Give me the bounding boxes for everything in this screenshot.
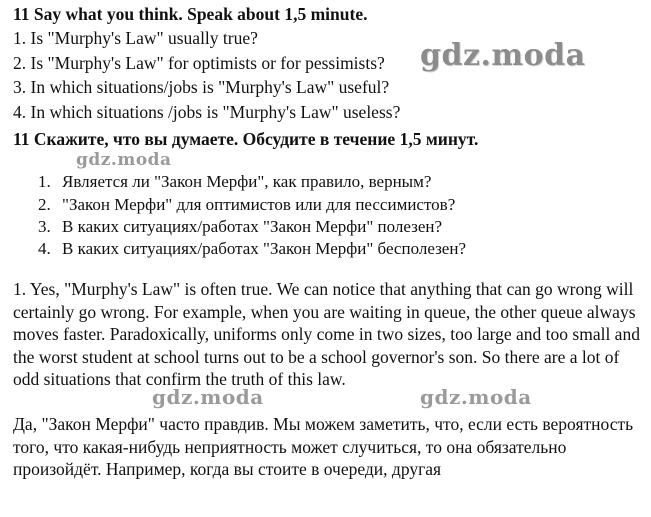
- question-ru-3: [38, 216, 442, 238]
- question-ru-text: В каких ситуациях/работах "Закон Мерфи" полезен?: [62, 217, 443, 236]
- watermark-logo: gdz.moda: [76, 150, 172, 170]
- question-en-3: 3. In which situations/jobs is "Murphy's Law" useful?: [13, 77, 390, 97]
- answer-paragraph-ru: Да, "Закон Мерфи" часто правдив. Мы можем заметить, что, если есть вероятность того, что какая-нибудь неприятность может случиться, то она обязательно произойдёт. Например, когда вы стоите в очереди, другая: [13, 414, 634, 480]
- question-ru-number: 4.: [38, 239, 51, 258]
- question-ru-text: В каких ситуациях/работах "Закон Мерфи" бесполезен?: [62, 239, 466, 258]
- watermark-logo: gdz.moda: [152, 385, 264, 409]
- question-ru-number: 2.: [38, 195, 51, 214]
- answer-paragraph-en: 1. Yes, "Murphy's Law" is often true. We can notice that anything that can go wrong will certainly go wrong. For example, when you are waiting in queue, the other queue always moves faster. Paradoxically, uniforms only come in two sizes, too large and too small and the worst student at school turns out to be a school governor's son. So there are a lot of odd situations that confirm the truth of this law.: [13, 279, 640, 390]
- watermark-logo: gdz.moda: [420, 385, 532, 409]
- question-en-2: 2. Is "Murphy's Law" for optimists or for pessimists?: [13, 53, 385, 73]
- question-ru-number: 3.: [38, 217, 51, 236]
- question-ru-text: Является ли "Закон Мерфи", как правило, верным?: [62, 172, 432, 191]
- question-en-1: 1. Is "Murphy's Law" usually true?: [13, 28, 258, 48]
- question-ru-number: 1.: [38, 172, 51, 191]
- question-en-4: 4. In which situations /jobs is "Murphy's Law" useless?: [13, 102, 401, 122]
- exercise-heading-ru: 11 Скажите, что вы думаете. Обсудите в течение 1,5 минут.: [13, 129, 479, 149]
- question-ru-text: "Закон Мерфи" для оптимистов или для пессимистов?: [62, 195, 456, 214]
- exercise-heading-en: 11 Say what you think. Speak about 1,5 minute.: [13, 4, 368, 24]
- watermark-logo: gdz.moda: [420, 38, 586, 73]
- question-ru-1: [38, 171, 431, 193]
- question-ru-4: [38, 238, 466, 260]
- question-ru-2: [38, 194, 455, 216]
